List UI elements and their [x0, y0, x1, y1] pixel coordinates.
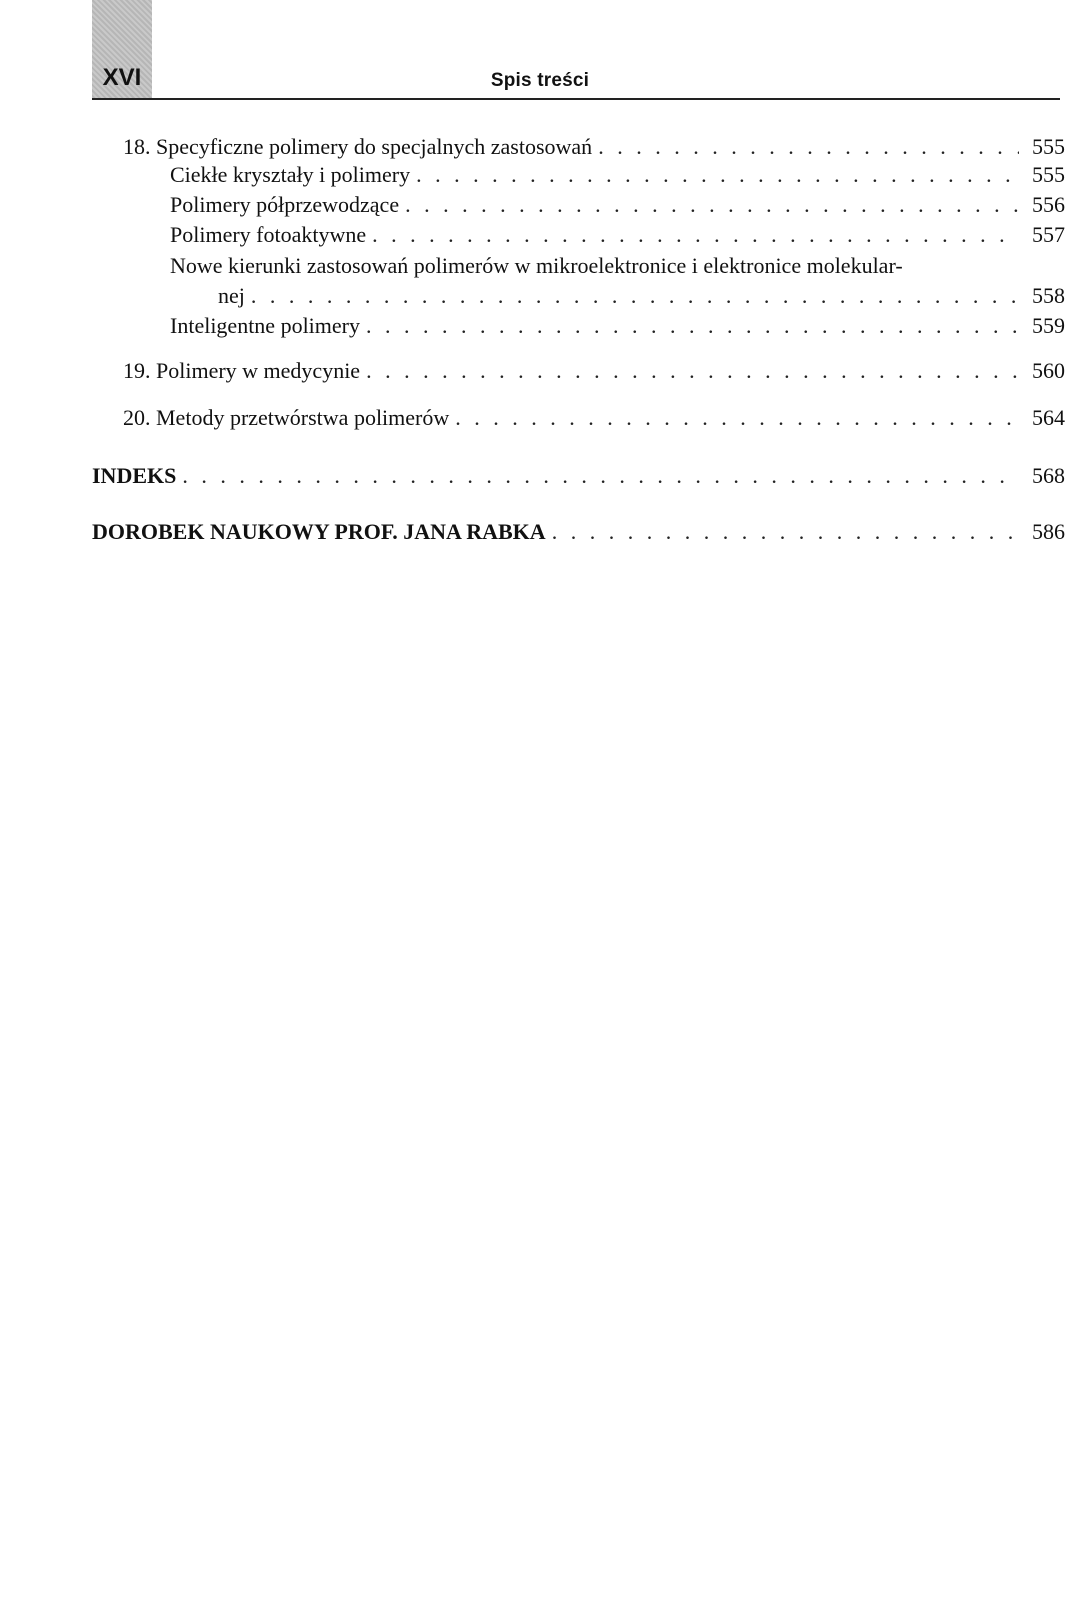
- toc-entry-ch19: [123, 357, 1065, 385]
- toc-entry-ch18-s5: [170, 312, 1065, 340]
- toc-entry-title: Ciekłe kryształy i polimery: [170, 162, 411, 187]
- toc-entry-title: 18. Specyficzne polimery do specjalnych zastosowań: [123, 134, 593, 159]
- toc-leader-dots: [416, 161, 1019, 189]
- header-rule: [92, 98, 1060, 100]
- toc-entry-ch18-s2: [170, 191, 1065, 219]
- toc-entry-title: 20. Metody przetwórstwa polimerów: [123, 405, 450, 430]
- toc-entry-page: 556: [1032, 192, 1065, 217]
- toc-entry-ch18-s3: [170, 221, 1065, 249]
- toc-entry-title: nej: [218, 283, 245, 308]
- toc-leader-dots: [372, 221, 1019, 249]
- toc-entry-dorobek: [92, 518, 1065, 546]
- toc-entry-ch18-s4: [218, 282, 1065, 310]
- toc-entry-title: INDEKS: [92, 463, 177, 488]
- toc-entry-page: 559: [1032, 313, 1065, 338]
- toc-entry-page: 558: [1032, 283, 1065, 308]
- toc-leader-dots: [598, 133, 1019, 161]
- toc-entry-title: DOROBEK NAUKOWY PROF. JANA RABKA: [92, 519, 546, 544]
- toc-entry-page: 560: [1032, 358, 1065, 383]
- toc-entry-ch18-s4-line1: Nowe kierunki zastosowań polimerów w mikroelektronice i elektronice molekular-: [170, 253, 903, 278]
- toc-leader-dots: [366, 312, 1019, 340]
- toc-entry-page: 586: [1032, 519, 1065, 544]
- toc-entry-title: Polimery fotoaktywne: [170, 222, 367, 247]
- toc-leader-dots: [455, 404, 1019, 432]
- toc-leader-dots: [182, 462, 1019, 490]
- toc-leader-dots: [552, 518, 1019, 546]
- toc-entry-page: 568: [1032, 463, 1065, 488]
- toc-entry-ch18: [123, 133, 1065, 161]
- toc-leader-dots: [405, 191, 1019, 219]
- toc-entry-page: 555: [1032, 162, 1065, 187]
- running-head: Spis treści: [490, 70, 590, 91]
- toc-entry-page: 555: [1032, 134, 1065, 159]
- toc-entry-page: 564: [1032, 405, 1065, 430]
- toc-entry-title: Inteligentne polimery: [170, 313, 360, 338]
- toc-leader-dots: [366, 357, 1019, 385]
- toc-entry-page: 557: [1032, 222, 1065, 247]
- page-number: XVI: [102, 64, 142, 91]
- toc-leader-dots: [251, 282, 1019, 310]
- toc-entry-title: Polimery półprzewodzące: [170, 192, 400, 217]
- toc-entry-ch20: [123, 404, 1065, 432]
- toc-entry-ch18-s1: [170, 161, 1065, 189]
- toc-entry-title: 19. Polimery w medycynie: [123, 358, 361, 383]
- toc-entry-indeks: [92, 462, 1065, 490]
